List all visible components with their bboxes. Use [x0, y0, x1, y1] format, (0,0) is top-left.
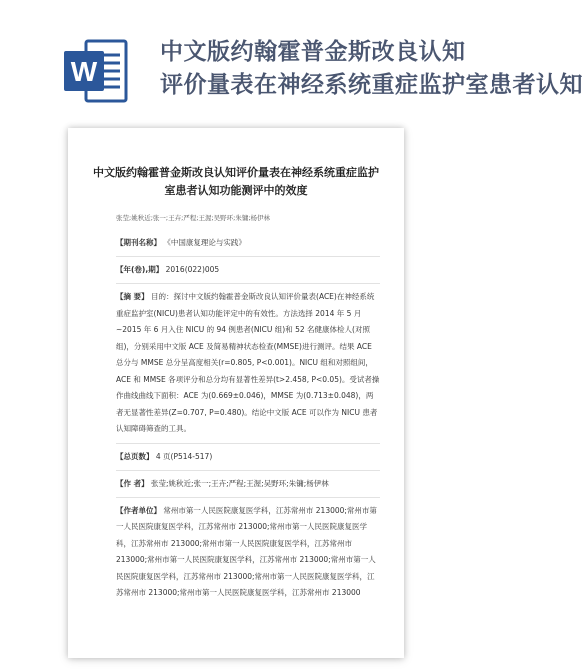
divider	[116, 470, 380, 471]
divider	[116, 256, 380, 257]
authors-label: 【作 者】	[116, 478, 149, 488]
header-title	[160, 36, 583, 102]
year-field	[68, 262, 404, 278]
journal-value: 《中国康复理论与实践》	[163, 238, 246, 247]
abstract-text: 目的：探讨中文版约翰霍普金斯改良认知评价量表(ACE)在神经系统重症监护室(NICU)患者认知功能评定中的有效性。方法选择 2014 年 5 月~2015 年 6 月入住 NICU 的 94 例患者(NICU 组)和 52 名健康体检人(对照组)，分别采用中文版 ACE 及简易精神状态检查(MMSE)进行测评。结果 ACE 总分与 MMSE 总分呈高度相关(r=0.805, P<0.001)。NICU 组和对照组间，ACE 和 MMSE 各项评分和总分均有显著性差异(t>2.458, P<0.05)。受试者操作曲线曲线下面积：ACE 为(0.669±0.046)，MMSE 为(0.713±0.048)，两者无显著性差异(Z=0.707, P=0.480)。结论中文版 ACE 可以作为 NICU 患者认知障碍筛查的工具。	[116, 292, 380, 433]
pages-field	[68, 449, 404, 465]
authors-field	[68, 476, 404, 492]
pages-label: 【总页数】	[116, 451, 154, 461]
document-title: 中文版约翰霍普金斯改良认知评价量表在神经系统重症监护室患者认知功能测评中的效度	[93, 166, 379, 197]
abstract-field	[68, 289, 404, 438]
header-title-line2: 评价量表在神经系统重症监护室患者认知	[160, 72, 583, 98]
journal-label: 【期刊名称】	[116, 238, 161, 247]
document-page	[68, 128, 404, 658]
year-label: 【年(卷),期】	[116, 265, 164, 274]
word-document-icon	[60, 35, 132, 107]
pages-value: 4 页(P514-517)	[155, 451, 213, 461]
abstract-label: 【摘 要】	[116, 292, 149, 301]
affiliation-field	[68, 503, 404, 602]
header	[0, 0, 583, 110]
divider	[116, 497, 380, 498]
year-value: 2016(022)005	[165, 265, 220, 274]
affiliation-label: 【作者单位】	[116, 505, 161, 515]
svg-text:W: W	[70, 56, 98, 87]
affiliation-text: 常州市第一人民医院康复医学科，江苏常州市 213000;常州市第一人民医院康复医学科，江苏常州市 213000;常州市第一人民医院康复医学科，江苏常州市 213000;常州市第一人民医院康复医学科，江苏常州市 213000;常州市第一人民医院康复医学科，江苏常州市 213000;常州市第一人民医院康复医学科，江苏常州市 213000;常州市第一人民医院康复医学科，江苏常州市 213000;常州市第一人民医院康复医学科，江苏常州市 213000	[116, 505, 377, 597]
header-title-line1: 中文版约翰霍普金斯改良认知	[160, 39, 466, 65]
author-list: 张莹;姚秋近;张一;王卉;严程;王渥;吴野环;朱镛;杨伊林	[116, 214, 271, 222]
authors-value: 张莹;姚秋近;张一;王卉;严程;王渥;吴野环;朱镛;杨伊林	[151, 478, 329, 488]
divider	[116, 283, 380, 284]
divider	[116, 443, 380, 444]
journal-field	[68, 235, 404, 251]
